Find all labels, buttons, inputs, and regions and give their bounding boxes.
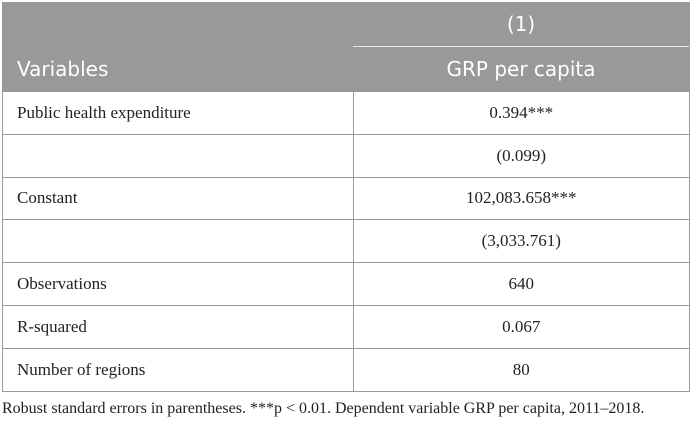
variable-cell: Public health expenditure bbox=[3, 92, 353, 135]
variable-cell: Observations bbox=[3, 263, 353, 306]
value-cell: 0.394*** bbox=[353, 92, 689, 135]
variable-cell bbox=[3, 134, 353, 177]
table-row bbox=[3, 177, 689, 220]
regression-table bbox=[3, 2, 689, 392]
table-row bbox=[3, 305, 689, 348]
value-cell: 0.067 bbox=[353, 305, 689, 348]
table-row bbox=[3, 134, 689, 177]
table-footnote: Robust standard errors in parentheses. ***p < 0.01. Dependent variable GRP per capita, 2011–2018. bbox=[2, 400, 645, 417]
regression-table-container bbox=[2, 2, 690, 392]
variable-cell: R-squared bbox=[3, 305, 353, 348]
value-cell: 80 bbox=[353, 348, 689, 391]
column-number-header: (1) bbox=[353, 2, 689, 47]
table-row bbox=[3, 220, 689, 263]
variables-header: Variables bbox=[3, 47, 353, 92]
variable-cell bbox=[3, 220, 353, 263]
table-row bbox=[3, 263, 689, 306]
value-cell: 640 bbox=[353, 263, 689, 306]
variable-cell: Constant bbox=[3, 177, 353, 220]
value-cell: (0.099) bbox=[353, 134, 689, 177]
header-empty-cell bbox=[3, 2, 353, 47]
table-header bbox=[3, 2, 689, 92]
variable-cell: Number of regions bbox=[3, 348, 353, 391]
grp-per-capita-header: GRP per capita bbox=[353, 47, 689, 92]
value-cell: (3,033.761) bbox=[353, 220, 689, 263]
table-body bbox=[3, 92, 689, 392]
table-row bbox=[3, 348, 689, 391]
value-cell: 102,083.658*** bbox=[353, 177, 689, 220]
table-row bbox=[3, 92, 689, 135]
